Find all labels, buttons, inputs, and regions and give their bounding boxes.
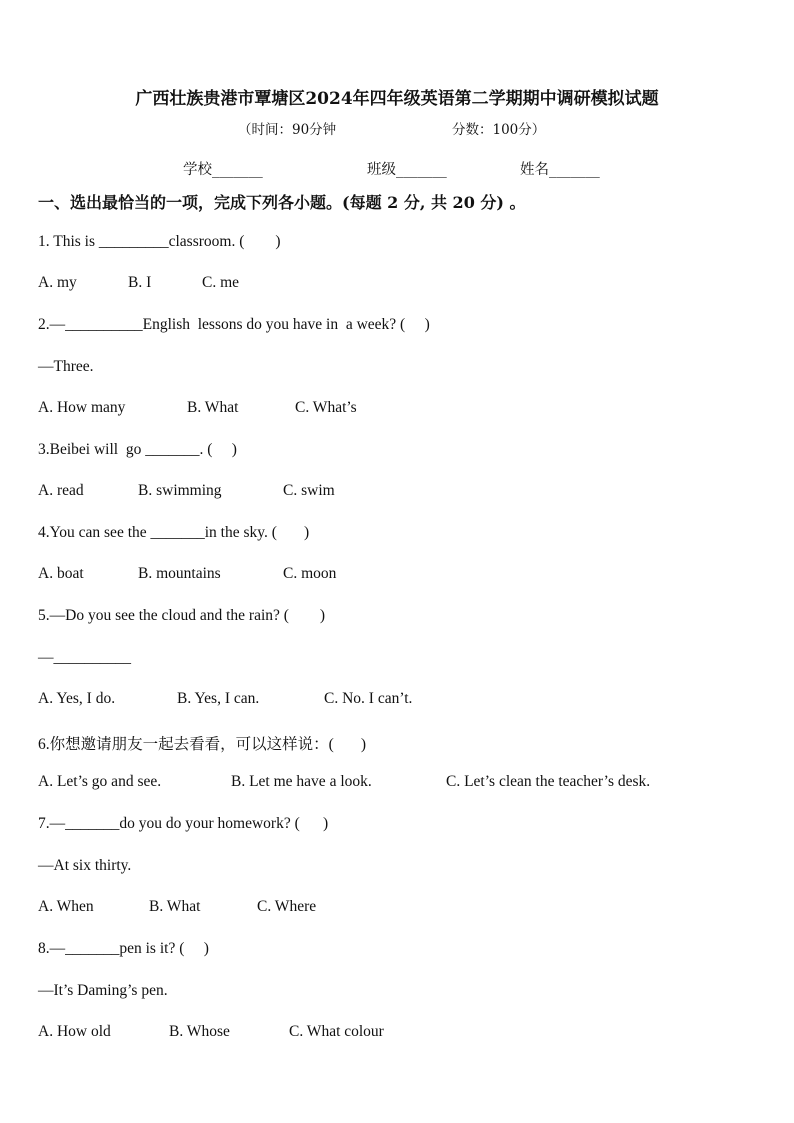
- question-8-reply: —It’s Daming’s pen.: [38, 982, 168, 999]
- question-6-stem: 6.你想邀请朋友一起去看看，可以这样说：( ): [38, 736, 367, 753]
- question-3-stem: 3.Beibei will go _______. ( ): [38, 441, 237, 458]
- question-5-reply: —__________: [38, 649, 131, 666]
- question-7-option-c: C. Where: [257, 898, 317, 915]
- question-7-option-a: A. When: [38, 898, 94, 915]
- exam-score: 分数：100分）: [452, 122, 546, 138]
- question-7-stem: 7.—_______do you do your homework? ( ): [38, 815, 329, 832]
- question-8-stem: 8.—_______pen is it? ( ): [38, 940, 209, 957]
- exam-title: 广西壮族贵港市覃塘区2024年四年级英语第二学期期中调研模拟试题: [135, 89, 659, 109]
- question-3-option-b: B. swimming: [138, 482, 222, 499]
- question-2-option-c: C. What’s: [295, 399, 357, 416]
- question-1-stem: 1. This is _________classroom. ( ): [38, 233, 281, 250]
- question-5-stem: 5.—Do you see the cloud and the rain? ( ): [38, 607, 326, 624]
- question-5-option-a: A. Yes, I do.: [38, 690, 116, 707]
- school-field: 学校_______: [183, 162, 263, 178]
- question-7-option-b: B. What: [149, 898, 201, 915]
- question-6-option-c: C. Let’s clean the teacher’s desk.: [446, 773, 651, 790]
- question-2-option-b: B. What: [187, 399, 239, 416]
- question-4-option-b: B. mountains: [138, 565, 221, 582]
- question-4-stem: 4.You can see the _______in the sky. ( ): [38, 524, 310, 541]
- question-1-option-a: A. my: [38, 274, 77, 291]
- question-8-option-b: B. Whose: [169, 1023, 230, 1040]
- question-2-option-a: A. How many: [38, 399, 126, 416]
- question-6-option-a: A. Let’s go and see.: [38, 773, 162, 790]
- question-1-option-c: C. me: [202, 274, 240, 291]
- question-4-option-c: C. moon: [283, 565, 337, 582]
- question-3-option-a: A. read: [38, 482, 84, 499]
- question-7-reply: —At six thirty.: [38, 857, 132, 874]
- question-2-stem: 2.—__________English lessons do you have in a week? ( ): [38, 316, 430, 333]
- section-heading: 一、选出最恰当的一项，完成下列各小题。(每题 2 分, 共 20 分) 。: [38, 193, 526, 212]
- question-1-option-b: B. I: [128, 274, 152, 291]
- question-3-option-c: C. swim: [283, 482, 335, 499]
- question-8-option-a: A. How old: [38, 1023, 111, 1040]
- name-field: 姓名_______: [520, 162, 600, 178]
- question-5-option-b: B. Yes, I can.: [177, 690, 260, 707]
- question-6-option-b: B. Let me have a look.: [231, 773, 372, 790]
- question-5-option-c: C. No. I can’t.: [324, 690, 413, 707]
- exam-time: （时间：90分钟: [238, 122, 337, 138]
- question-2-reply: —Three.: [38, 358, 94, 375]
- question-4-option-a: A. boat: [38, 565, 84, 582]
- question-8-option-c: C. What colour: [289, 1023, 384, 1040]
- class-field: 班级_______: [367, 162, 447, 178]
